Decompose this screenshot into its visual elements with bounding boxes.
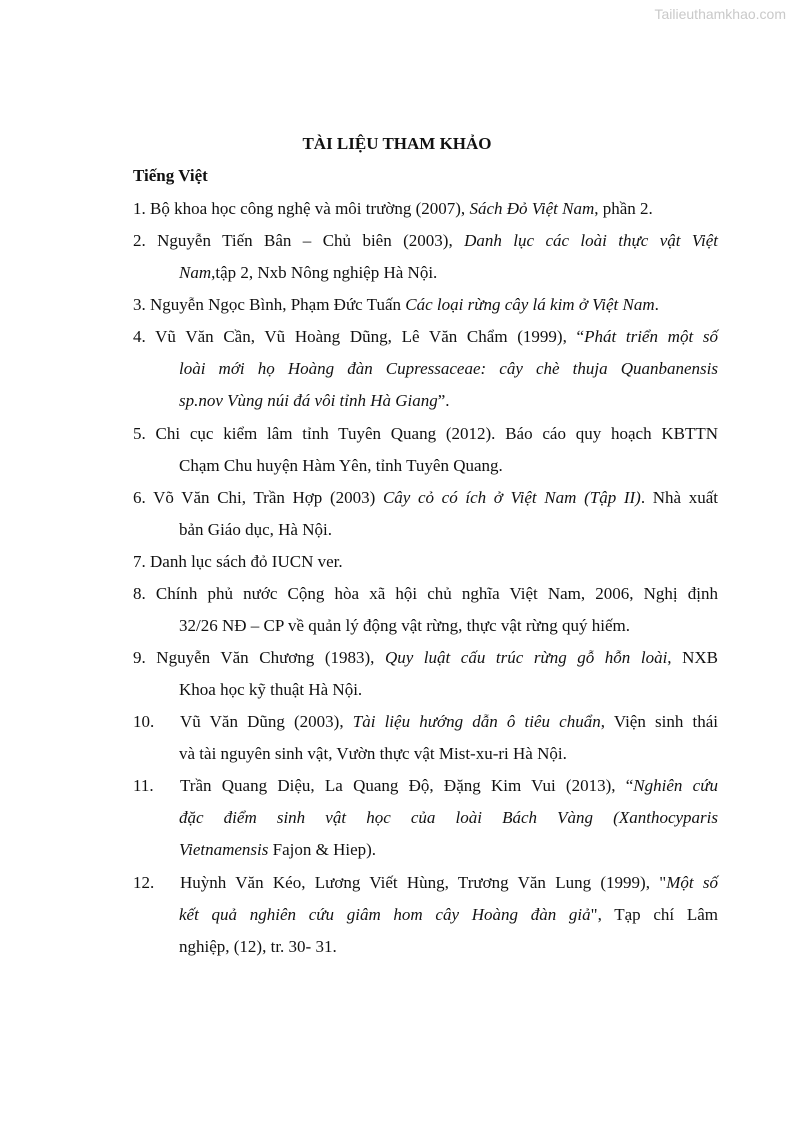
reference-number: 3. — [133, 295, 146, 314]
reference-item — [133, 482, 718, 546]
reference-text: Bộ khoa học công nghệ và môi trường (2007), — [150, 199, 470, 218]
reference-number: 5. — [133, 424, 146, 443]
reference-item — [133, 867, 718, 963]
page-title: TÀI LIỆU THAM KHẢO — [302, 134, 492, 153]
reference-number: 8. — [133, 584, 146, 603]
reference-item — [133, 225, 718, 289]
reference-title: Vietnamensis — [179, 840, 269, 859]
reference-text: , Viện sinh thái — [600, 712, 718, 731]
reference-title: sp.nov Vùng núi đá vôi tỉnh Hà Giang — [179, 391, 438, 410]
reference-text: , phần 2. — [594, 199, 653, 218]
reference-text: nghiệp, (12), tr. 30- 31. — [179, 937, 337, 956]
reference-number: 12. — [133, 873, 155, 892]
reference-number: 6. — [133, 488, 146, 507]
reference-text: Chi cục kiểm lâm tỉnh Tuyên Quang (2012). Báo cáo quy hoạch KBTTN — [155, 424, 719, 443]
reference-item — [133, 770, 718, 866]
reference-number: 4. — [133, 327, 146, 346]
reference-item — [133, 289, 718, 321]
reference-item — [133, 578, 718, 642]
reference-title: Nam — [179, 263, 212, 282]
reference-text: Danh lục sách đỏ IUCN ver. — [150, 552, 343, 571]
reference-item — [133, 546, 718, 578]
reference-text: Nguyễn Ngọc Bình, Phạm Đức Tuấn — [150, 295, 406, 314]
reference-text: Nguyễn Văn Chương (1983), — [156, 648, 385, 667]
reference-number: 11. — [133, 776, 154, 795]
reference-text: Nguyễn Tiến Bân – Chủ biên (2003), — [157, 231, 465, 250]
reference-title: Phát triển một số — [584, 327, 718, 346]
reference-title: Nghiên cứu — [633, 776, 718, 795]
reference-text: Fajon & Hiep). — [268, 840, 377, 859]
reference-text: . — [654, 295, 659, 314]
reference-title: Cây cỏ có ích ở Việt Nam (Tập II) — [382, 488, 641, 507]
reference-item — [133, 321, 718, 417]
reference-text: ”. — [437, 391, 450, 410]
reference-title: Một số — [666, 873, 718, 892]
reference-text: Huỳnh Văn Kéo, Lương Viết Hùng, Trương Văn Lung (1999), " — [180, 873, 667, 892]
reference-title: đặc điểm sinh vật học của loài Bách Vàng (Xanthocyparis — [179, 808, 718, 827]
reference-text: Chính phủ nước Cộng hòa xã hội chủ nghĩa Việt Nam, 2006, Nghị định — [155, 584, 718, 603]
reference-text: Khoa học kỹ thuật Hà Nội. — [179, 680, 363, 699]
reference-item — [133, 706, 718, 770]
reference-item — [133, 193, 718, 225]
section-heading: Tiếng Việt — [133, 166, 208, 185]
reference-text: bản Giáo dục, Hà Nội. — [179, 520, 332, 539]
reference-number: 7. — [133, 552, 146, 571]
reference-title: Các loại rừng cây lá kim ở Việt Nam — [405, 295, 655, 314]
reference-title: loài mới họ Hoàng đàn Cupressaceae: cây chè thuja Quanbanensis — [179, 359, 718, 378]
reference-title: kết quả nghiên cứu giâm hom cây Hoàng đàn giả — [179, 905, 591, 924]
watermark: Tailieuthamkhao.com — [654, 6, 786, 22]
reference-text: Vũ Văn Cần, Vũ Hoàng Dũng, Lê Văn Chẩm (1999), “ — [155, 327, 585, 346]
reference-text: Chạm Chu huyện Hàm Yên, tỉnh Tuyên Quang. — [179, 456, 503, 475]
reference-item — [133, 418, 718, 482]
reference-text: Trần Quang Diệu, La Quang Độ, Đặng Kim Vui (2013), “ — [180, 776, 634, 795]
reference-text: . Nhà xuất — [640, 488, 718, 507]
reference-title: Tài liệu hướng dẫn ô tiêu chuẩn — [352, 712, 601, 731]
reference-text: , NXB — [667, 648, 718, 667]
reference-number: 10. — [133, 712, 155, 731]
reference-text: Vũ Văn Dũng (2003), — [180, 712, 353, 731]
reference-text: 32/26 NĐ – CP về quản lý động vật rừng, thực vật rừng quý hiếm. — [179, 616, 631, 635]
reference-text: Võ Văn Chi, Trần Hợp (2003) — [153, 488, 383, 507]
reference-title: Sách Đỏ Việt Nam — [469, 199, 595, 218]
reference-text: và tài nguyên sinh vật, Vườn thực vật Mist-xu-ri Hà Nội. — [179, 744, 567, 763]
reference-text: ,tập 2, Nxb Nông nghiệp Hà Nội. — [211, 263, 438, 282]
reference-number: 2. — [133, 231, 146, 250]
reference-item — [133, 642, 718, 706]
reference-title: Quy luật cấu trúc rừng gỗ hỗn loài — [384, 648, 668, 667]
reference-number: 1. — [133, 199, 146, 218]
reference-title: Danh lục các loài thực vật Việt — [464, 231, 718, 250]
reference-text: ", Tạp chí Lâm — [590, 905, 718, 924]
reference-number: 9. — [133, 648, 146, 667]
